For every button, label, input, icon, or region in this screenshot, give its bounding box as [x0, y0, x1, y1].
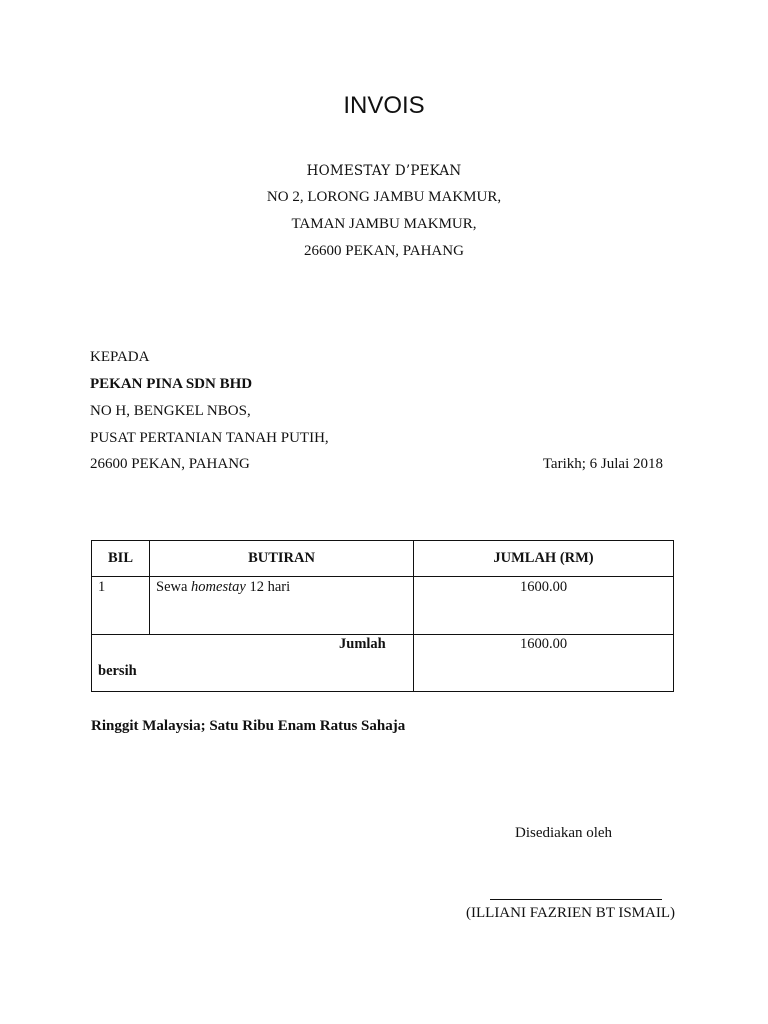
total-amount-cell [414, 635, 674, 692]
signature-line [490, 899, 662, 900]
recipient-company: PEKAN PINA SDN BHD [90, 376, 253, 392]
table-header-row [92, 541, 674, 577]
sender-name: HOMESTAY D’PEKAN [306, 163, 462, 179]
item-desc-cell [150, 577, 414, 635]
item-desc-prefix: Sewa [156, 579, 192, 595]
recipient-label: KEPADA [90, 349, 150, 365]
item-bil: 1 [98, 579, 106, 595]
total-label [92, 635, 413, 691]
total-amount: 1600.00 [519, 636, 568, 652]
item-amount: 1600.00 [519, 579, 568, 595]
sender-address-line: TAMAN JAMBU MAKMUR, [291, 216, 477, 232]
table-row [92, 577, 674, 635]
header-jumlah: JUMLAH (RM) [414, 541, 674, 577]
header-bil: BIL [92, 541, 150, 577]
sender-address-line: 26600 PEKAN, PAHANG [304, 243, 464, 259]
total-label-cell [92, 635, 414, 692]
signatory-name: (ILLIANI FAZRIEN BT ISMAIL) [466, 905, 675, 921]
recipient-address-line: NO H, BENGKEL NBOS, [90, 403, 251, 419]
recipient-address-line: 26600 PEKAN, PAHANG [90, 456, 250, 472]
item-bil-cell [92, 577, 150, 635]
total-label-bersih: bersih [98, 663, 137, 679]
item-desc-suffix: 12 hari [245, 579, 291, 595]
total-label-jumlah: Jumlah [339, 636, 386, 652]
invoice-date: Tarikh; 6 Julai 2018 [542, 456, 663, 472]
sender-address-line: NO 2, LORONG JAMBU MAKMUR, [266, 189, 502, 205]
recipient-address-line: PUSAT PERTANIAN TANAH PUTIH, [90, 430, 329, 446]
table-total-row [92, 635, 674, 692]
amount-in-words: Ringgit Malaysia; Satu Ribu Enam Ratus Sahaja [91, 718, 406, 734]
invoice-table [91, 540, 674, 692]
item-description [150, 577, 413, 598]
header-butiran: BUTIRAN [150, 541, 414, 577]
prepared-by-label: Disediakan oleh [515, 825, 613, 841]
invoice-title: INVOIS [343, 92, 425, 119]
item-amount-cell [414, 577, 674, 635]
item-desc-italic: homestay [191, 579, 246, 595]
